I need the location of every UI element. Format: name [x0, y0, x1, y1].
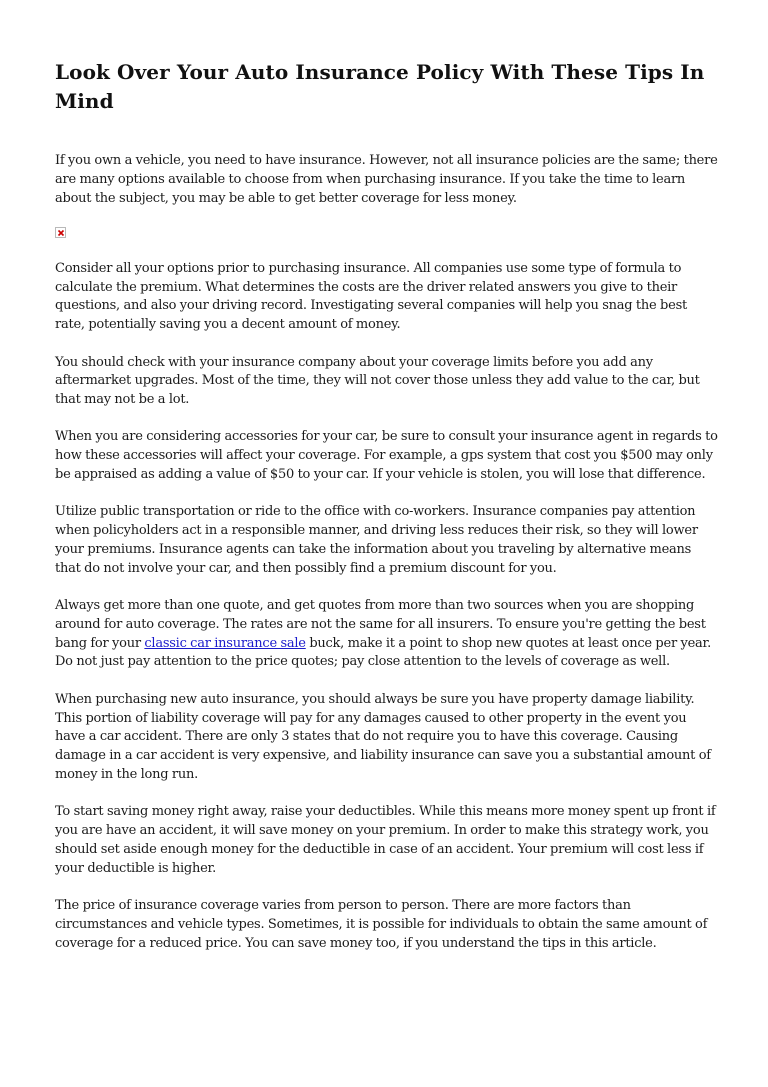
broken-image-icon [55, 227, 66, 238]
intro-paragraph: If you own a vehicle, you need to have insurance. However, not all insurance policies are the same; there are many options available to choose from when purchasing insurance. If you take the time to learn about the subject, you may be able to get better coverage for less money. [55, 153, 718, 206]
article [55, 58, 719, 972]
paragraph-public-transport: Utilize public transportation or ride to the office with co-workers. Insurance companies pay attention when policyholders act in a responsible manner, and driving less reduces their risk, so they will lower your premiums. Insurance agents can take the information about you traveling by alternative means that do not involve your car, and then possibly find a premium discount for you. [55, 504, 698, 576]
paragraph-quotes [55, 597, 719, 672]
paragraph-options: Consider all your options prior to purchasing insurance. All companies use some type of formula to calculate the premium. What determines the costs are the driver related answers you give to their questions, and also your driving record. Investigating several companies will help you snag the best rate, potentially saving you a decent amount of money. [55, 260, 687, 333]
article-title: Look Over Your Auto Insurance Policy With These Tips In Mind [55, 60, 705, 113]
quotes-text-before: Always get more than one quote, and get quotes from more than two sources when you are shopping around for auto coverage. The rates are not the same for all insurers. To ensure you're getting the best bang for your [55, 598, 706, 651]
paragraph-property-damage: When purchasing new auto insurance, you should always be sure you have property damage liability. This portion of liability coverage will pay for any damages caused to other property in the event you have a car accident. There are only 3 states that do not require you to have this coverage. Causing damage in a car accident is very expensive, and liability insurance can save you a substantial amount of money in the long run. [55, 691, 711, 782]
classic-car-insurance-link[interactable]: classic car insurance sale [144, 635, 306, 651]
paragraph-accessories: When you are considering accessories for your car, be sure to consult your insurance agent in regards to how these accessories will affect your coverage. For example, a gps system that cost you $500 may only be appraised as adding a value of $50 to your car. If your vehicle is stolen, you will lose that difference. [55, 429, 718, 483]
quotes-text-after: buck, make it a point to shop new quotes at least once per year. Do not just pay attention to the price quotes; pay close attention to the levels of coverage as well. [55, 635, 711, 670]
paragraph-coverage-limits: You should check with your insurance company about your coverage limits before you add any aftermarket upgrades. Most of the time, they will not cover those unless they add value to the car, but that may not be a lot. [55, 354, 700, 408]
paragraph-deductibles: To start saving money right away, raise your deductibles. While this means more money spent up front if you are have an accident, it will save money on your premium. In order to make this strategy work, you should set aside enough money for the deductible in case of an accident. Your premium will cost less if your deductible is higher. [55, 804, 716, 876]
close-x-glyph [57, 229, 65, 237]
paragraph-conclusion: The price of insurance coverage varies from person to person. There are more factors than circumstances and vehicle types. Sometimes, it is possible for individuals to obtain the same amount of coverage for a reduced price. You can save money too, if you understand the tips in this article. [55, 897, 708, 951]
